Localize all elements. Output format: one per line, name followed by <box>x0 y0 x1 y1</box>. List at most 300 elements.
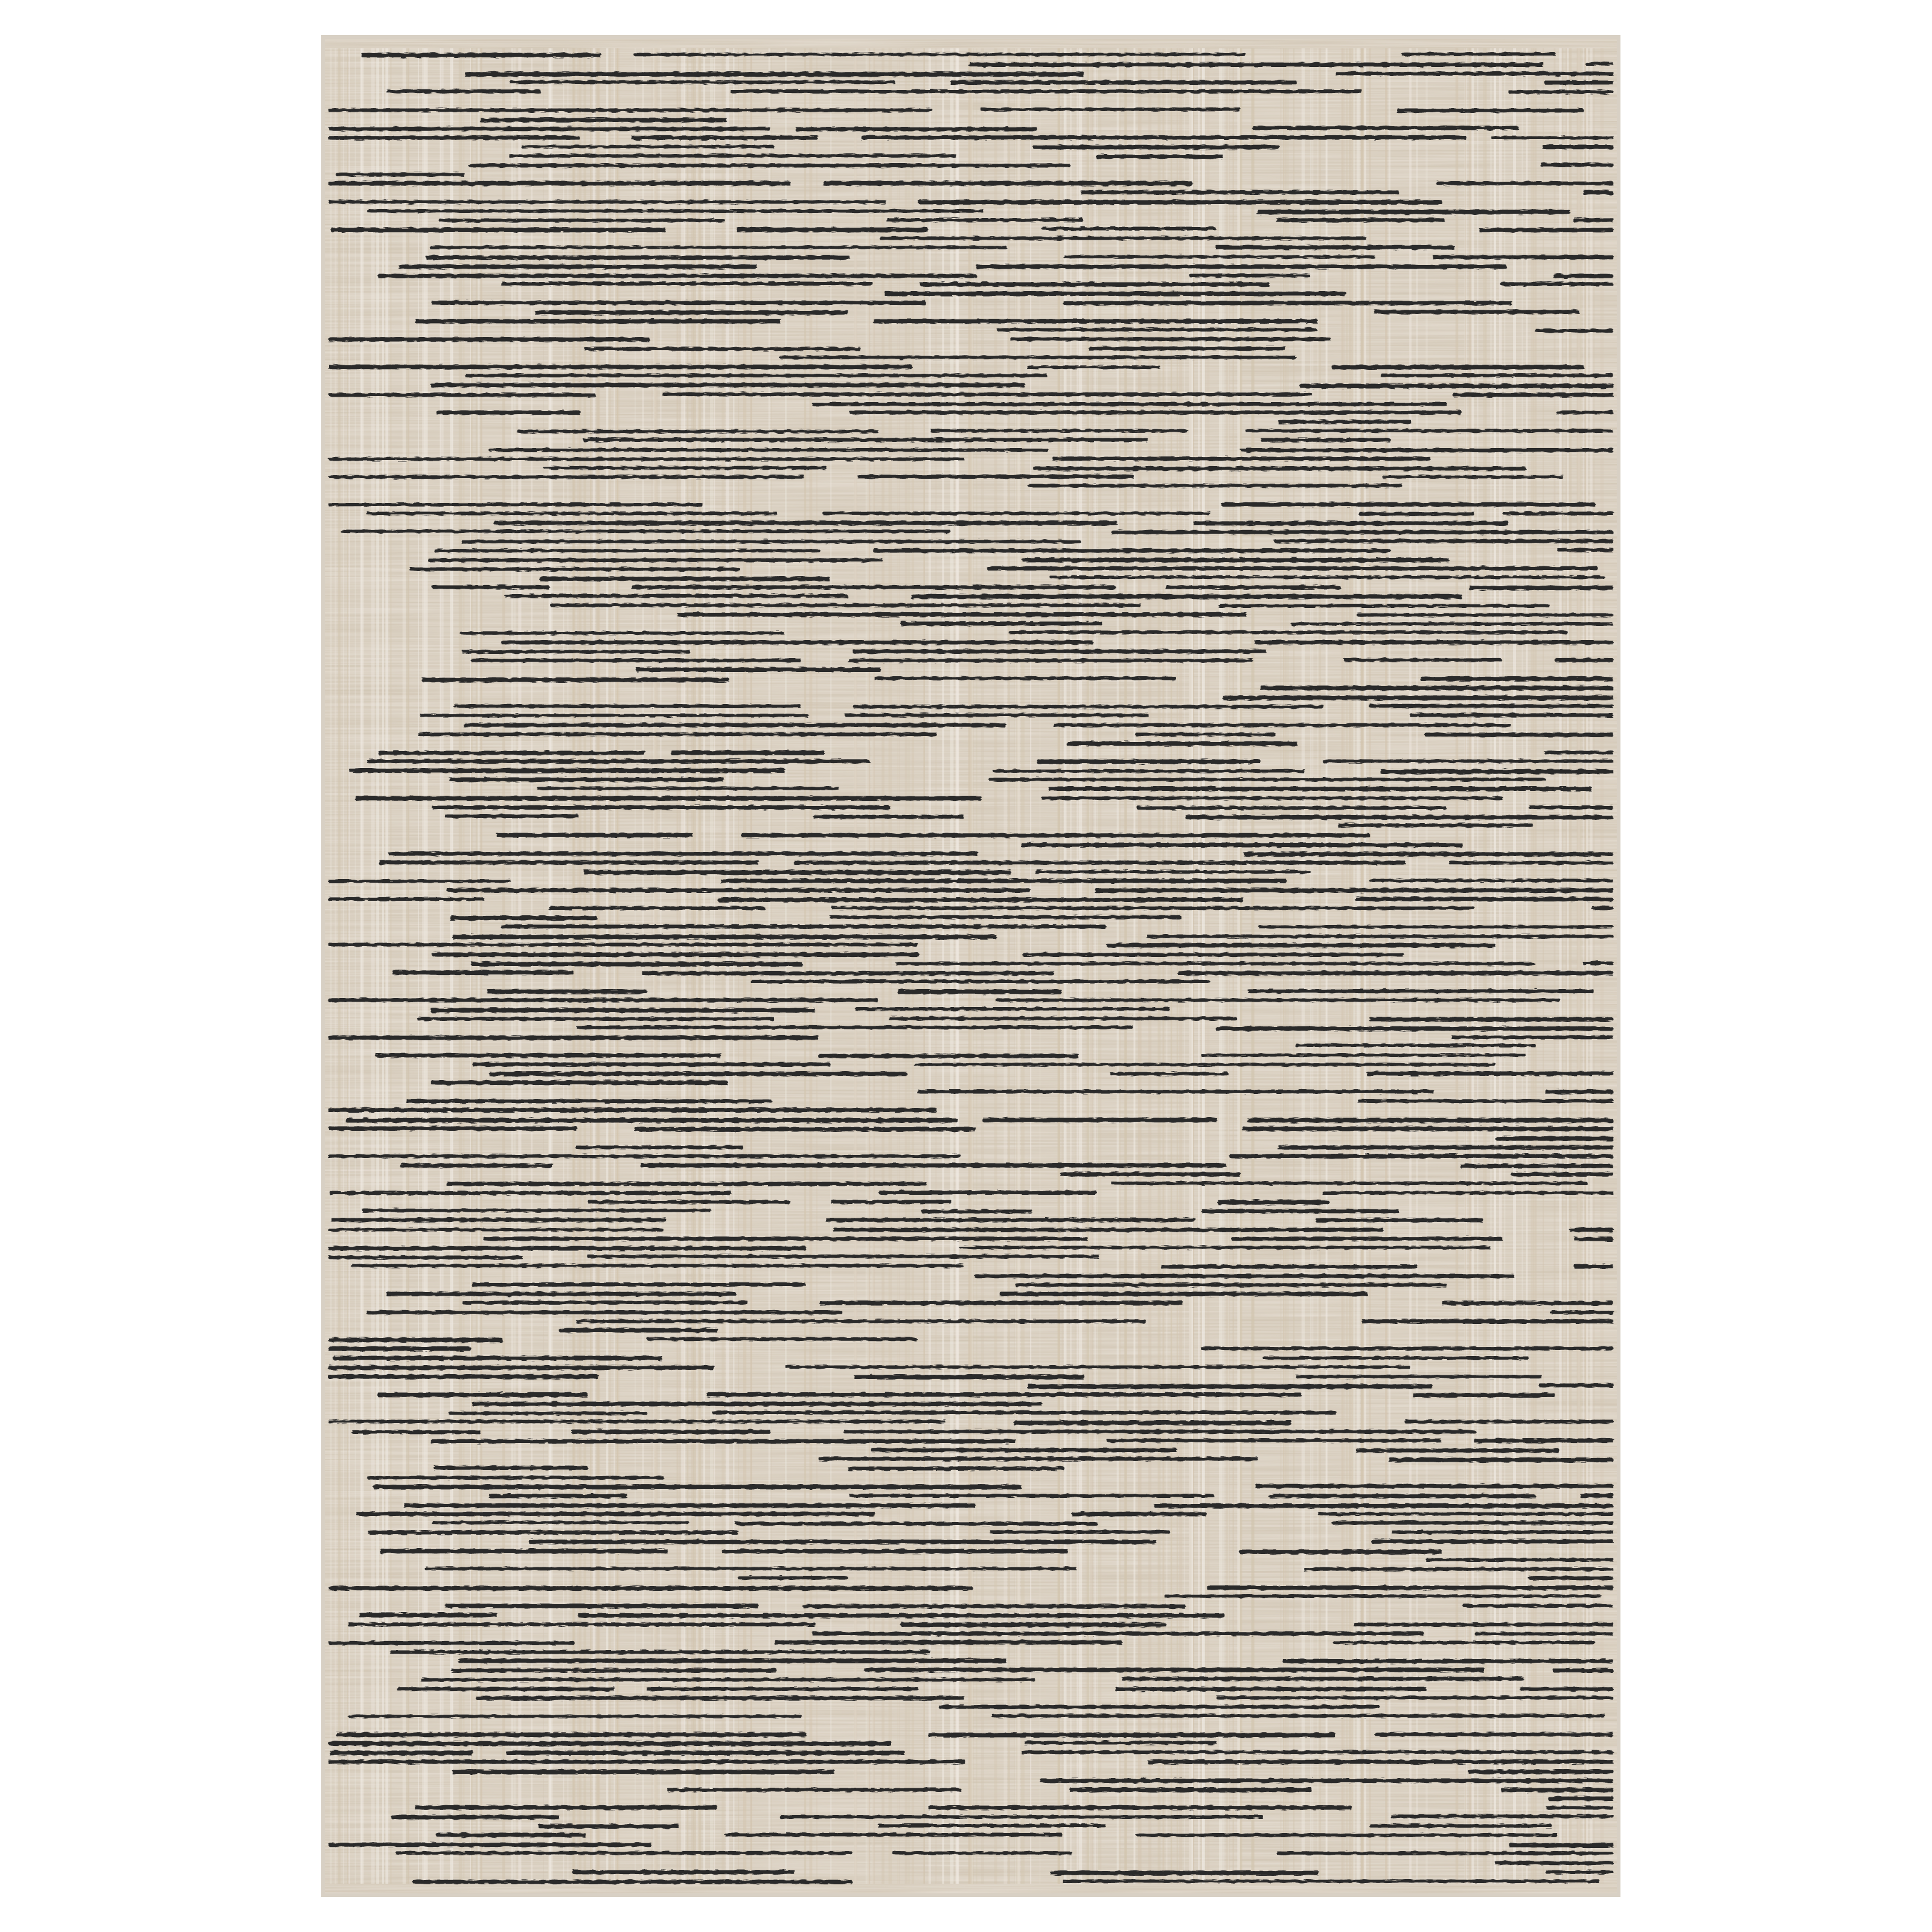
weave-streak <box>1543 48 1544 1884</box>
weave-streak <box>1198 48 1200 1884</box>
rug-stripe <box>328 136 580 140</box>
rug-stripe <box>1580 1494 1613 1498</box>
rug-stripe <box>388 852 978 856</box>
rug-stripe <box>929 1806 1352 1810</box>
rug-stripe <box>633 53 1245 56</box>
weave-streak <box>338 48 341 1884</box>
weave-streak <box>463 48 464 1884</box>
rug-stripe <box>780 1815 1263 1819</box>
weave-streak <box>1490 48 1492 1884</box>
rug-stripe <box>1036 871 1311 874</box>
rug-stripe <box>415 1805 717 1809</box>
rug-stripe <box>1278 420 1411 424</box>
rug-stripe <box>1300 384 1613 388</box>
rug-stripe <box>328 365 912 369</box>
rug-stripe <box>348 1715 802 1718</box>
rug-stripe <box>1112 530 1613 534</box>
rug-stripe <box>328 1154 961 1158</box>
rug-stripe <box>543 466 827 469</box>
rug-stripe <box>328 1346 471 1351</box>
weave-streak <box>1456 48 1459 1884</box>
rug-stripe <box>874 677 1176 680</box>
rug-stripe <box>1413 1393 1555 1397</box>
rug-stripe <box>1500 282 1613 286</box>
rug-stripe <box>328 1338 502 1342</box>
rug-stripe <box>1216 1696 1613 1699</box>
rug-stripe <box>1011 337 1331 341</box>
rug-stripe <box>1253 126 1519 130</box>
rug-stripe <box>921 1210 1032 1214</box>
rug-stripe <box>1261 438 1391 442</box>
rug-stripe <box>920 283 1270 287</box>
rug-stripe <box>898 990 1061 994</box>
rug-stripe <box>1354 1623 1613 1627</box>
rug-stripe <box>939 1705 1380 1709</box>
rug-stripe <box>969 63 1543 67</box>
rug-stripe <box>1024 1741 1217 1744</box>
rug-stripe <box>775 1640 1122 1645</box>
rug-stripe <box>1161 1265 1417 1268</box>
rug-stripe <box>735 1522 1098 1526</box>
rug-stripe <box>489 1494 627 1499</box>
rug-stripe <box>501 925 1106 929</box>
rug-stripe <box>889 1017 1237 1020</box>
rug-stripe <box>1543 145 1613 149</box>
rug-stripe <box>1553 1669 1614 1673</box>
rug-stripe <box>1246 429 1613 432</box>
weave-streak <box>1222 48 1224 1884</box>
rug-stripe <box>1453 393 1613 397</box>
rug-stripe <box>1451 1035 1613 1039</box>
rug-stripe <box>536 310 848 315</box>
rug-stripe <box>1503 512 1614 516</box>
rug-stripe <box>1207 1586 1613 1590</box>
rug-stripe <box>1556 411 1613 414</box>
weave-streak <box>1177 48 1178 1884</box>
weave-streak <box>1158 48 1161 1884</box>
rug-stripe <box>373 1485 1022 1489</box>
weave-streak <box>1086 48 1087 1884</box>
weave-streak <box>1567 48 1569 1884</box>
weave-streak <box>1471 48 1474 1884</box>
weave-streak <box>1601 48 1604 1884</box>
rug-stripe <box>1333 1641 1595 1644</box>
weave-streak <box>1531 48 1534 1884</box>
rug-stripe <box>1358 1099 1613 1103</box>
rug-stripe <box>328 998 878 1002</box>
rug-stripe <box>1277 218 1445 222</box>
rug-stripe <box>453 1770 834 1774</box>
rug-stripe <box>1070 1788 1311 1792</box>
weave-streak <box>459 48 462 1884</box>
rug-stripe <box>976 264 1507 269</box>
rug-stripe <box>1375 1733 1613 1736</box>
rug-stripe <box>576 1146 743 1150</box>
rug-stripe <box>1122 1677 1524 1681</box>
rug-stripe <box>420 714 808 717</box>
rug-stripe <box>328 458 965 461</box>
rug-stripe <box>632 585 1116 589</box>
weave-streak <box>403 48 406 1884</box>
rug-stripe <box>328 1366 714 1370</box>
rug-stripe <box>362 53 601 57</box>
rug-stripe <box>351 1264 964 1267</box>
rug-stripe <box>1147 935 1613 938</box>
rug-stripe <box>328 1108 937 1112</box>
rug-stripe <box>517 430 878 433</box>
rug-stripe <box>1369 1017 1613 1022</box>
rug-stripe <box>996 999 1560 1002</box>
rug-stripe <box>1544 81 1613 85</box>
rug-stripe <box>449 1412 647 1415</box>
rug-stripe <box>396 1851 852 1855</box>
rug-stripe <box>862 135 1466 139</box>
weave-streak <box>1189 48 1192 1884</box>
rug-stripe <box>980 108 1239 111</box>
rug-stripe <box>410 568 740 571</box>
rug-stripe <box>415 319 781 324</box>
rug-stripe <box>1528 1576 1613 1580</box>
rug-stripe <box>368 1476 664 1480</box>
rug-stripe <box>785 1366 1410 1369</box>
weave-streak <box>441 48 444 1884</box>
rug-stripe <box>1261 686 1613 690</box>
rug-stripe <box>1357 613 1614 616</box>
rug-stripe <box>328 109 932 112</box>
rug-stripe <box>418 732 936 736</box>
rug-stripe <box>367 1311 843 1314</box>
weave-streak <box>1499 48 1502 1884</box>
rug-stripe <box>636 668 881 672</box>
weave-streak <box>1586 48 1588 1884</box>
rug-stripe <box>431 1439 1016 1444</box>
rug-stripe <box>1546 1870 1613 1874</box>
rug-stripe <box>871 1448 1177 1453</box>
weave-streak <box>1364 48 1366 1884</box>
rug-stripe <box>878 1824 1106 1828</box>
rug-stripe <box>1584 190 1613 194</box>
rug-stripe <box>391 1651 930 1654</box>
rug-stripe <box>328 1741 892 1745</box>
weave-streak <box>406 48 408 1884</box>
rug-stripe <box>737 228 928 232</box>
rug-stripe <box>1470 586 1613 590</box>
rug-stripe <box>328 943 917 947</box>
rug-stripe <box>425 1567 1076 1570</box>
rug-stripe <box>496 833 693 837</box>
weave-streak <box>1138 48 1142 1884</box>
rug-stripe <box>328 1228 663 1231</box>
rug-stripe <box>1586 62 1613 66</box>
weave-streak <box>1317 48 1318 1884</box>
rug-stripe <box>375 1054 721 1058</box>
weave-streak <box>929 48 931 1884</box>
weave-streak <box>1310 48 1312 1884</box>
rug-stripe <box>505 594 848 598</box>
rug-stripe <box>1389 1457 1613 1462</box>
rug-stripe <box>330 1191 731 1195</box>
weave-streak <box>1513 48 1516 1884</box>
rug-stripe <box>1410 713 1613 717</box>
weave-streak <box>1343 48 1345 1884</box>
rug-stripe <box>879 1191 1096 1194</box>
rug-stripe <box>1398 109 1584 112</box>
rug-stripe <box>1033 145 1279 149</box>
rug-stripe <box>328 475 804 478</box>
rug-stripe <box>1304 1567 1613 1571</box>
weave-streak <box>816 48 817 1884</box>
weave-streak <box>924 48 925 1884</box>
rug-stripe <box>432 1521 689 1524</box>
rug-stripe <box>379 751 645 755</box>
rug-stripe <box>858 475 1134 478</box>
weave-streak <box>1577 48 1581 1884</box>
rug-stripe <box>796 127 1038 132</box>
weave-streak <box>994 48 997 1884</box>
rug-stripe <box>1338 824 1533 827</box>
rug-stripe <box>1323 1191 1613 1194</box>
rug-stripe <box>813 815 963 819</box>
weave-streak <box>1204 48 1205 1884</box>
rug-stripe <box>386 1292 736 1296</box>
rug-stripe <box>328 1375 598 1379</box>
rug-stripe <box>436 1833 586 1837</box>
weave-streak <box>1469 48 1472 1884</box>
rug-stripe <box>378 274 976 278</box>
rug-stripe <box>488 990 647 994</box>
rug-stripe <box>1221 502 1596 507</box>
rug-stripe <box>328 897 484 901</box>
rug-stripe <box>445 814 579 818</box>
rug-stripe <box>901 1622 1166 1627</box>
weave-streak <box>872 48 875 1884</box>
weave-streak <box>1021 48 1025 1884</box>
rug-stripe <box>662 392 1312 396</box>
rug-stripe <box>430 246 1007 249</box>
rug-stripe <box>502 641 1093 645</box>
rug-stripe <box>1426 1558 1613 1561</box>
rug-stripe <box>1028 366 1160 369</box>
rug-stripe <box>469 164 1070 167</box>
rug-stripe <box>379 860 758 865</box>
weave-streak <box>1079 48 1082 1884</box>
rug-stripe <box>1381 374 1613 377</box>
rug-stripe <box>449 778 723 782</box>
rug-stripe <box>991 1714 1604 1718</box>
rug-stripe <box>454 705 801 708</box>
rug-stripe <box>484 1237 1088 1241</box>
rug-stripe <box>1028 484 1403 488</box>
rug-stripe <box>453 935 997 939</box>
rug-stripe <box>1495 1861 1613 1865</box>
weave-streak <box>1100 48 1101 1884</box>
rug-stripe <box>647 1687 918 1691</box>
weave-streak <box>347 48 348 1884</box>
rug-stripe <box>1116 1687 1427 1691</box>
weave-streak <box>1163 48 1165 1884</box>
rug-stripe <box>447 888 1030 892</box>
rug-stripe <box>1501 1788 1613 1792</box>
weave-streak <box>1590 48 1593 1884</box>
weave-streak <box>869 48 870 1884</box>
weave-streak <box>371 48 375 1884</box>
rug-stripe <box>848 659 1253 662</box>
weave-streak <box>1207 48 1210 1884</box>
rug-stripe <box>1063 301 1511 305</box>
rug-stripe <box>356 796 982 801</box>
rug-stripe <box>918 1090 1433 1093</box>
rug-stripe <box>1255 641 1613 645</box>
weave-streak <box>376 48 379 1884</box>
rug-stripe <box>391 1815 559 1819</box>
rug-stripe <box>447 1182 927 1186</box>
rug-stripe <box>1061 1172 1240 1177</box>
rug-stripe <box>1369 1824 1552 1828</box>
rug-stripe <box>1274 539 1613 543</box>
rug-stripe <box>476 1696 964 1700</box>
rug-stripe <box>1546 1090 1613 1094</box>
rug-stripe <box>1372 1540 1613 1544</box>
rug-stripe <box>1041 796 1503 800</box>
weave-streak <box>889 48 892 1884</box>
rug-stripe <box>1000 1292 1367 1296</box>
rug-stripe <box>1202 1209 1399 1213</box>
rug-stripe <box>1148 1760 1613 1764</box>
rug-stripe <box>368 1531 738 1534</box>
rug-stripe <box>1037 760 1261 764</box>
rug-stripe <box>678 613 1247 617</box>
rug-stripe <box>550 604 1140 607</box>
rug-stripe <box>1033 467 1526 470</box>
rug-stripe <box>328 1035 819 1040</box>
rug-stripe <box>1244 852 1613 856</box>
rug-stripe <box>1546 1806 1613 1809</box>
weave-streak <box>1349 48 1351 1884</box>
rug-stripe <box>1089 347 1285 350</box>
rug-stripe <box>1232 1237 1503 1241</box>
rug-stripe <box>328 1127 577 1131</box>
rug-stripe <box>843 1430 1476 1433</box>
rug-stripe <box>437 411 581 415</box>
weave-streak <box>424 48 427 1884</box>
rug-stripe <box>1240 449 1613 452</box>
rug-stripe <box>328 200 886 203</box>
rug-stripe <box>813 403 1447 406</box>
rug-stripe <box>588 1200 790 1204</box>
rug-stripe <box>432 585 549 589</box>
rug-stripe <box>328 1420 945 1424</box>
rug-stripe <box>431 301 926 304</box>
rug-stripe <box>1165 1595 1601 1598</box>
rug-stripe <box>1067 741 1297 746</box>
rug-stripe <box>1392 1814 1614 1818</box>
rug-stripe <box>1491 136 1613 139</box>
weave-streak <box>1179 48 1183 1884</box>
weave-streak <box>418 48 419 1884</box>
weave-streak <box>1087 48 1090 1884</box>
rug-stripe <box>352 1430 481 1434</box>
weave-streak <box>1389 48 1390 1884</box>
rug-stripe <box>855 1008 1169 1011</box>
rug-stripe <box>706 1393 1301 1397</box>
rug-stripe <box>833 1228 1384 1232</box>
rug-stripe <box>341 529 950 533</box>
weave-streak <box>1283 48 1286 1884</box>
rug-stripe <box>328 1246 806 1250</box>
rug-stripe <box>357 1512 875 1516</box>
rug-stripe <box>537 787 839 790</box>
rug-stripe <box>346 1118 958 1122</box>
rug-stripe <box>852 650 1265 654</box>
rug-stripe <box>642 971 1054 975</box>
rug-stripe <box>401 1163 553 1168</box>
weave-streak <box>1302 48 1305 1884</box>
rug-stripe <box>328 127 770 131</box>
rug-stripe <box>892 1852 1072 1855</box>
rug-stripe <box>1040 1779 1613 1783</box>
rug-stripe <box>853 705 1323 708</box>
rug-stripe <box>465 72 1084 76</box>
rug-stripe <box>1049 576 1604 579</box>
rug-stripe <box>1054 723 1511 726</box>
rug-stripe <box>489 449 1048 452</box>
rug-stripe <box>1081 190 1399 194</box>
rug-stripe <box>915 1063 1495 1066</box>
rug-stripe <box>368 210 984 213</box>
rug-stripe <box>647 1337 917 1341</box>
weave-streak <box>355 48 356 1884</box>
weave-streak <box>810 48 813 1884</box>
weave-streak <box>1201 48 1202 1884</box>
rug-stripe <box>1541 163 1613 167</box>
rug-stripe <box>421 1678 1035 1681</box>
weave-streak <box>382 48 384 1884</box>
rug-stripe <box>509 154 956 158</box>
rug-stripe <box>572 1430 770 1434</box>
weave-streak <box>360 48 362 1884</box>
rug-stripe <box>930 429 1188 432</box>
weave-streak <box>854 48 857 1884</box>
rug-stripe <box>1433 255 1613 260</box>
rug-stripe <box>540 577 830 581</box>
rug-stripe <box>539 1825 679 1829</box>
rug-stripe <box>426 255 851 260</box>
rug-stripe <box>521 145 774 148</box>
rug-stripe <box>432 805 890 810</box>
weave-streak <box>1563 48 1564 1884</box>
rug-stripe <box>367 512 777 516</box>
rug-stripe <box>1201 1054 1526 1057</box>
rug-stripe <box>884 292 1346 296</box>
rug-stripe <box>849 1494 1215 1497</box>
weave-streak <box>1095 48 1096 1884</box>
rug-stripe <box>959 1246 1491 1249</box>
rug-stripe <box>1544 751 1613 755</box>
rug-stripe <box>377 1393 587 1397</box>
weave-streak <box>1058 48 1060 1884</box>
rug-stripe <box>328 503 702 506</box>
rug-stripe <box>849 411 1461 414</box>
rug-stripe <box>1362 1319 1613 1323</box>
rug-stripe <box>819 1301 1183 1305</box>
rug-stripe <box>1449 861 1613 865</box>
rug-stripe <box>803 1604 1186 1608</box>
weave-streak <box>830 48 831 1884</box>
rug-stripe <box>576 1320 1145 1323</box>
rug-stripe <box>1137 806 1447 810</box>
weave-streak <box>968 48 971 1884</box>
rug-stripe <box>874 319 1318 324</box>
